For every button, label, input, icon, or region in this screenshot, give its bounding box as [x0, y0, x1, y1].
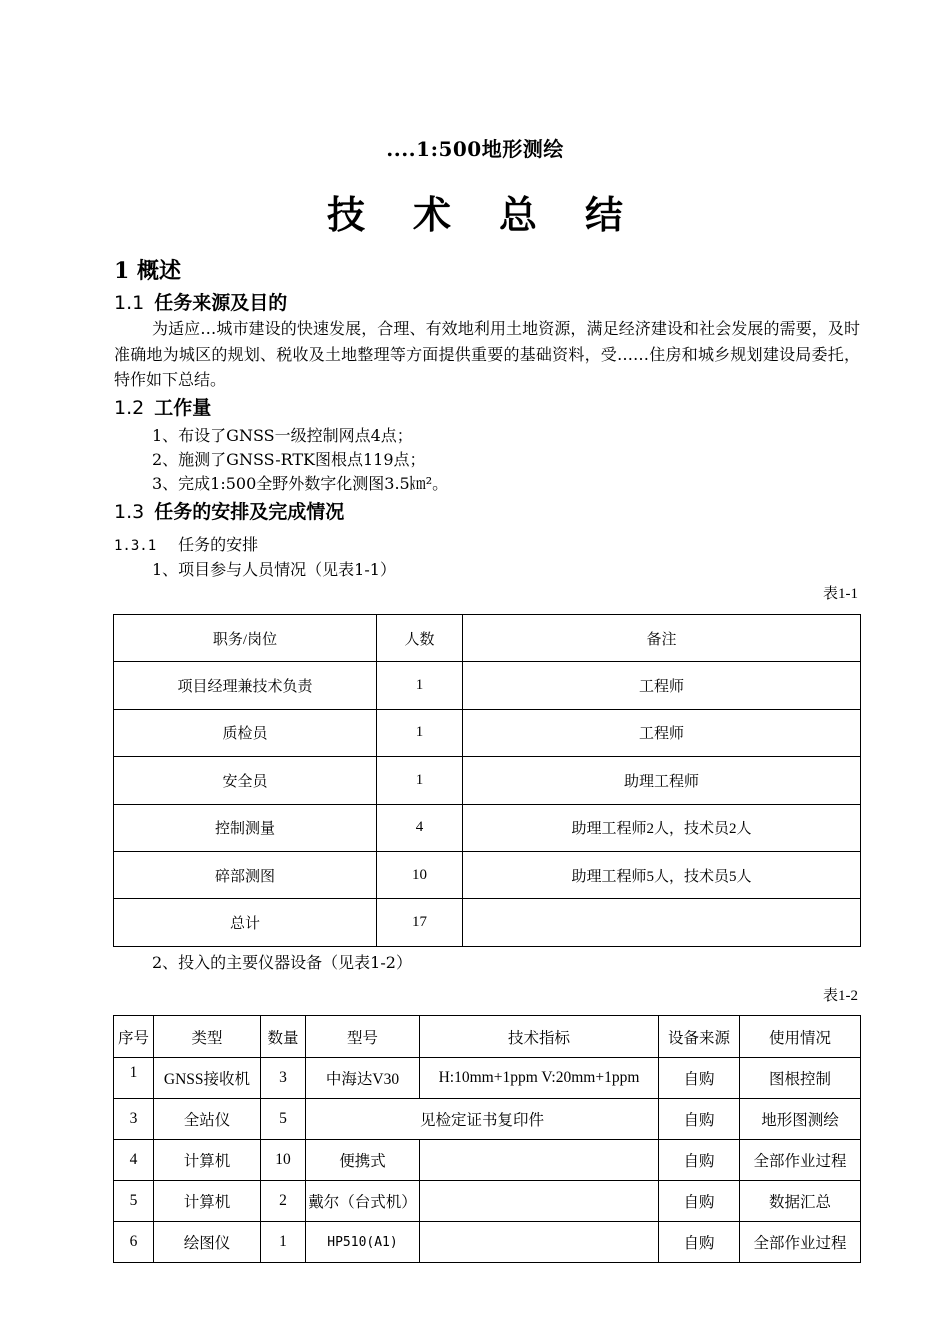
- role-cell: 总计: [114, 899, 377, 946]
- table-header-row: [114, 615, 861, 662]
- count-cell: 1: [377, 757, 463, 804]
- remark-cell: 工程师: [463, 662, 861, 709]
- type-cell: 全站仪: [154, 1099, 261, 1140]
- personnel-intro: 1、项目参与人员情况（见表1-1）: [152, 560, 396, 579]
- column-header: 使用情况: [740, 1016, 861, 1058]
- qty-cell: 5: [261, 1099, 306, 1140]
- spec-cell: [420, 1181, 659, 1222]
- section-1-heading: 1 概述: [114, 258, 181, 284]
- table-1-caption: 表1-1: [823, 586, 858, 602]
- column-header: 备注: [463, 615, 861, 662]
- source-cell: 自购: [659, 1222, 740, 1263]
- table-row: [114, 1140, 861, 1181]
- index-cell: 3: [114, 1099, 154, 1140]
- role-cell: 项目经理兼技术负责: [114, 662, 377, 709]
- type-cell: 计算机: [154, 1140, 261, 1181]
- table-row: [114, 1181, 861, 1222]
- index-cell: 4: [114, 1140, 154, 1181]
- remark-cell: 工程师: [463, 709, 861, 756]
- column-header: 数量: [261, 1016, 306, 1058]
- section-1-2-heading: [114, 393, 211, 420]
- usage-cell: 地形图测绘: [740, 1099, 861, 1140]
- count-cell: 1: [377, 662, 463, 709]
- usage-cell: 全部作业过程: [740, 1140, 861, 1181]
- qty-cell: 2: [261, 1181, 306, 1222]
- index-cell: 6: [114, 1222, 154, 1263]
- count-cell: 10: [377, 851, 463, 898]
- section-title: 任务来源及目的: [154, 292, 288, 314]
- section-title: 任务的安排: [178, 535, 259, 554]
- type-cell: GNSS接收机: [154, 1058, 261, 1099]
- document-title: 技术总结: [326, 192, 671, 237]
- table-row: [114, 1099, 861, 1140]
- index-cell: 5: [114, 1181, 154, 1222]
- role-cell: 碎部测图: [114, 851, 377, 898]
- section-1-3-heading: [114, 497, 344, 524]
- column-header: 设备来源: [659, 1016, 740, 1058]
- usage-cell: 图根控制: [740, 1058, 861, 1099]
- table-row: [114, 1222, 861, 1263]
- column-header: 型号: [306, 1016, 420, 1058]
- index-cell: 1: [114, 1058, 154, 1099]
- model-cell: 便携式: [306, 1140, 420, 1181]
- workload-item: 2、施测了GNSS-RTK图根点119点；: [152, 450, 426, 469]
- merged-spec-cell: 见检定证书复印件: [306, 1099, 659, 1140]
- remark-cell: 助理工程师2人，技术员2人: [463, 804, 861, 851]
- count-cell: 4: [377, 804, 463, 851]
- remark-cell: [463, 899, 861, 946]
- spec-cell: [420, 1222, 659, 1263]
- table-row: [114, 804, 861, 851]
- column-header: 类型: [154, 1016, 261, 1058]
- personnel-table: [113, 614, 861, 947]
- table-header-row: [114, 1016, 861, 1058]
- document-subtitle: ....1:500地形测绘: [386, 137, 564, 161]
- section-number: 1.3: [114, 501, 145, 523]
- model-cell: HP510(A1): [306, 1222, 420, 1263]
- task-source-paragraph: 为适应…城市建设的快速发展，合理、有效地利用土地资源，满足经济建设和社会发展的需要，及时准确地为城区的规划、税收及土地整理等方面提供重要的基础资料，受……住房和城乡规划建设局委托，特作如下总结。: [114, 319, 860, 389]
- section-number: 1.2: [114, 397, 145, 419]
- usage-cell: 全部作业过程: [740, 1222, 861, 1263]
- source-cell: 自购: [659, 1181, 740, 1222]
- table-row: [114, 851, 861, 898]
- section-1-3-1-heading: [114, 532, 258, 555]
- role-cell: 安全员: [114, 757, 377, 804]
- qty-cell: 3: [261, 1058, 306, 1099]
- spec-cell: H:10mm+1ppm V:20mm+1ppm: [420, 1058, 659, 1099]
- spec-cell: [420, 1140, 659, 1181]
- table-row: [114, 709, 861, 756]
- equipment-intro: 2、投入的主要仪器设备（见表1-2）: [152, 953, 412, 972]
- section-title: 任务的安排及完成情况: [154, 501, 345, 523]
- table-row: [114, 662, 861, 709]
- count-cell: 17: [377, 899, 463, 946]
- model-cell: 中海达V30: [306, 1058, 420, 1099]
- usage-cell: 数据汇总: [740, 1181, 861, 1222]
- model-cell: 戴尔（台式机）: [306, 1181, 420, 1222]
- column-header: 序号: [114, 1016, 154, 1058]
- section-title: 工作量: [154, 397, 212, 419]
- table-row: [114, 757, 861, 804]
- remark-cell: 助理工程师: [463, 757, 861, 804]
- table-2-caption: 表1-2: [823, 988, 858, 1004]
- equipment-table: [113, 1015, 861, 1263]
- workload-item: 1、布设了GNSS一级控制网点4点；: [152, 426, 413, 445]
- remark-cell: 助理工程师5人，技术员5人: [463, 851, 861, 898]
- section-number: 1.1: [114, 292, 145, 314]
- workload-item: 3、完成1:500全野外数字化测图3.5㎞²。: [152, 474, 449, 493]
- role-cell: 控制测量: [114, 804, 377, 851]
- table-row: [114, 1058, 861, 1099]
- section-1-1-heading: [114, 288, 287, 315]
- source-cell: 自购: [659, 1058, 740, 1099]
- column-header: 人数: [377, 615, 463, 662]
- source-cell: 自购: [659, 1140, 740, 1181]
- role-cell: 质检员: [114, 709, 377, 756]
- qty-cell: 1: [261, 1222, 306, 1263]
- column-header: 技术指标: [420, 1016, 659, 1058]
- source-cell: 自购: [659, 1099, 740, 1140]
- section-number: 1.3.1: [114, 538, 157, 554]
- qty-cell: 10: [261, 1140, 306, 1181]
- count-cell: 1: [377, 709, 463, 756]
- column-header: 职务/岗位: [114, 615, 377, 662]
- table-row: [114, 899, 861, 946]
- type-cell: 计算机: [154, 1181, 261, 1222]
- type-cell: 绘图仪: [154, 1222, 261, 1263]
